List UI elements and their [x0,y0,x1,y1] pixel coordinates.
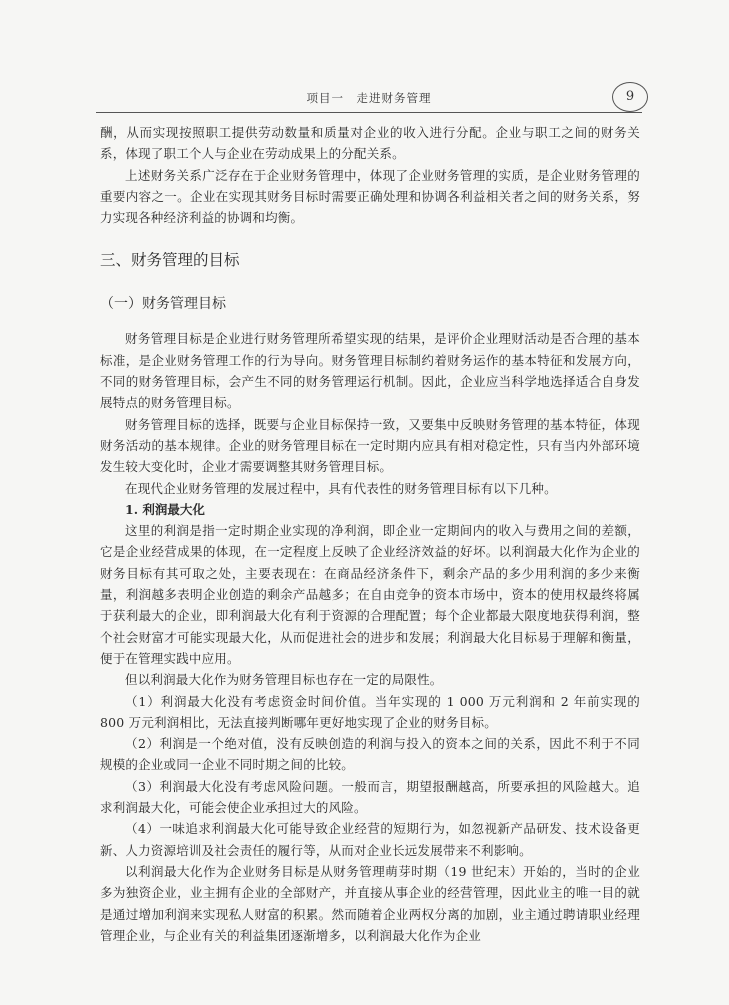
paragraph: 以利润最大化作为企业财务目标是从财务管理萌芽时期（19 世纪末）开始的，当时的企业多为独资企业，业主拥有企业的全部财产，并直接从事企业的经营管理，因此业主的唯一目的就是通过增加利润来实现私人财富的积累。然而随着企业两权分离的加剧，业主通过聘请职业经理管理企业，与企业有关的利益集团逐渐增多，以利润最大化作为企业 [100,863,640,943]
list-item: （1）利润最大化没有考虑资金时间价值。当年实现的 1 000 万元利润和 2 年前实现的 800 万元利润相比，无法直接判断哪年更好地实现了企业的财务目标。 [100,693,640,730]
page-number: 9 [612,82,648,112]
section-heading: 三、财务管理的目标 [100,251,240,270]
paragraph: 这里的利润是指一定时期企业实现的净利润，即企业一定期间内的收入与费用之间的差额，它是企业经营成果的体现，在一定程度上反映了企业经济效益的好坏。以利润最大化作为企业的财务目标有其可取之处，主要表现在：在商品经济条件下，剩余产品的多少用利润的多少来衡量，利润越多表明企业创造的剩余产品越多；在自由竞争的资本市场中，资本的使用权最终将属于获利最大的企业，即利润最大化有利于资源的合理配置；每个企业都最大限度地获得利润，整个社会财富才可能实现最大化，从而促进社会的进步和发展；利润最大化目标易于理解和衡量，便于在管理实践中应用。 [100,523,640,666]
list-item: （2）利润是一个绝对值，没有反映创造的利润与投入的资本之间的关系，因此不利于不同规模的企业或同一企业不同时期之间的比较。 [100,736,640,773]
paragraph-continued: 酬，从而实现按照职工提供劳动数量和质量对企业的收入进行分配。企业与职工之间的财务关系，体现了职工个人与企业在劳动成果上的分配关系。 [100,125,640,162]
item-heading: 1. 利润最大化 [125,501,205,517]
paragraph: 但以利润最大化作为财务管理目标也存在一定的局限性。 [125,672,443,688]
header-title: 项目一 走进财务管理 [306,91,432,105]
paragraph: 上述财务关系广泛存在于企业财务管理中，体现了企业财务管理的实质，是企业财务管理的重要内容之一。企业在实现其财务目标时需要正确处理和协调各利益相关者之间的财务关系，努力实现各种经济利益的协调和均衡。 [100,167,640,226]
list-item: （4）一味追求利润最大化可能导致企业经营的短期行为，如忽视新产品研发、技术设备更新、人力资源培训及社会责任的履行等，从而对企业长远发展带来不利影响。 [100,821,640,858]
paragraph: 财务管理目标是企业进行财务管理所希望实现的结果，是评价企业理财活动是否合理的基本标准，是企业财务管理工作的行为导向。财务管理目标制约着财务运作的基本特征和发展方向，不同的财务管理目标，会产生不同的财务管理运行机制。因此，企业应当科学地选择适合自身发展特点的财务管理目标。 [100,331,640,411]
running-header [96,86,642,113]
subsection-heading: （一）财务管理目标 [100,296,226,313]
page-body [100,122,640,946]
paragraph: 财务管理目标的选择，既要与企业目标保持一致，又要集中反映财务管理的基本特征，体现财务活动的基本规律。企业的财务管理目标在一定时期内应具有相对稳定性，只有当内外部环境发生较大变化时，企业才需要调整其财务管理目标。 [100,416,640,475]
paragraph: 在现代企业财务管理的发展过程中，具有代表性的财务管理目标有以下几种。 [125,480,557,496]
list-item: （3）利润最大化没有考虑风险问题。一般而言，期望报酬越高，所要承担的风险越大。追求利润最大化，可能会使企业承担过大的风险。 [100,778,640,816]
